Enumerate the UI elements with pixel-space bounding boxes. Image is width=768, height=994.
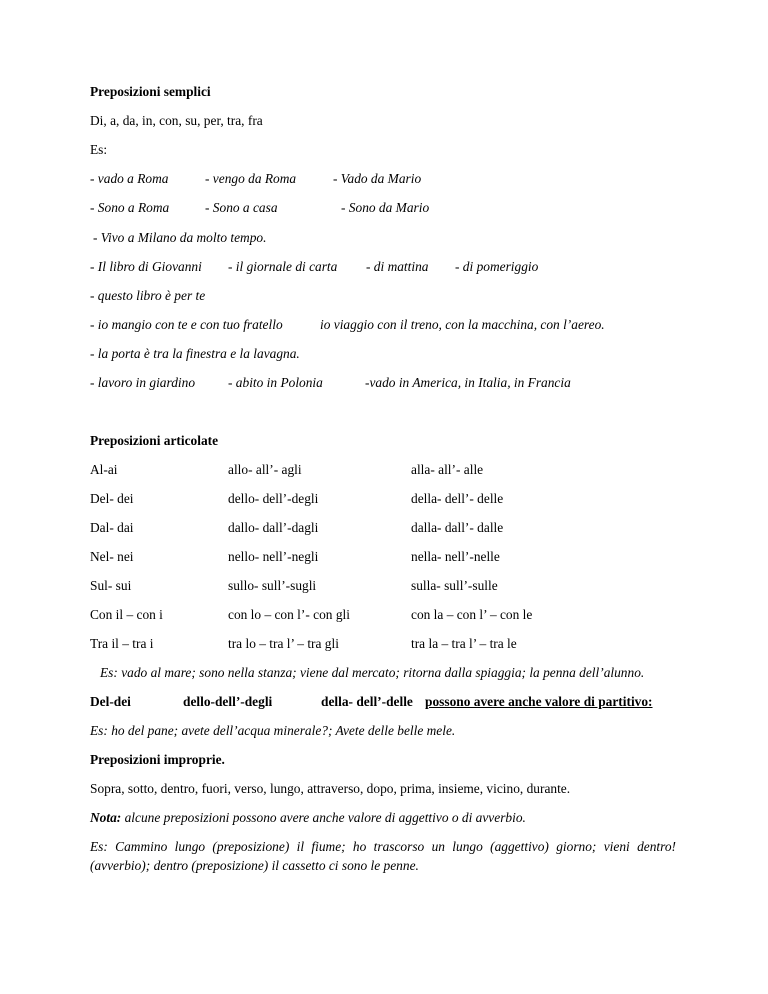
example-text: Es: ho del pane; avete dell’acqua minerale?; Avete delle belle mele. xyxy=(90,723,456,738)
nota-label: Nota: xyxy=(90,810,122,825)
example-text: - Sono a Roma xyxy=(90,200,170,215)
table-cell: della- dell’- delle xyxy=(411,491,504,506)
example-text: - abito in Polonia xyxy=(228,375,323,390)
example-text: - vengo da Roma xyxy=(205,171,297,186)
table-cell: sulla- sull’-sulle xyxy=(411,578,498,593)
table-cell: dalla- dall’- dalle xyxy=(411,520,504,535)
semplici-list: Di, a, da, in, con, su, per, tra, fra xyxy=(90,113,263,128)
table-cell: Sul- sui xyxy=(90,578,132,593)
nota-line xyxy=(90,810,526,826)
example-text: - questo libro è per te xyxy=(90,288,206,303)
partitivo-term: dello-dell’-degli xyxy=(183,694,273,709)
table-cell: dallo- dall’-dagli xyxy=(228,520,319,535)
nota-text: alcune preposizioni possono avere anche valore di aggettivo o di avverbio. xyxy=(121,810,526,825)
table-cell: tra la – tra l’ – tra le xyxy=(411,636,517,651)
table-cell: dello- dell’-degli xyxy=(228,491,319,506)
example-text: -vado in America, in Italia, in Francia xyxy=(365,375,571,390)
table-cell: Del- dei xyxy=(90,491,134,506)
example-text: - vado a Roma xyxy=(90,171,169,186)
heading-preposizioni-improprie: Preposizioni improprie. xyxy=(90,752,225,767)
table-cell: con la – con l’ – con le xyxy=(411,607,533,622)
table-cell: nello- nell’-negli xyxy=(228,549,319,564)
table-cell: Nel- nei xyxy=(90,549,134,564)
example-text: - Vado da Mario xyxy=(333,171,422,186)
example-text: - la porta è tra la finestra e la lavagna. xyxy=(90,346,300,361)
table-cell: sullo- sull’-sugli xyxy=(228,578,317,593)
heading-preposizioni-articolate: Preposizioni articolate xyxy=(90,433,219,448)
example-text: - Sono da Mario xyxy=(341,200,430,215)
table-cell: alla- all’- alle xyxy=(411,462,484,477)
example-text: Es: Cammino lungo (preposizione) il fiume; ho trascorso un lungo (aggettivo) giorno; vieni dentro! xyxy=(90,839,676,854)
table-cell: tra lo – tra l’ – tra gli xyxy=(228,636,339,651)
partitivo-note: possono avere anche valore di partitivo: xyxy=(425,694,653,709)
es-label: Es: xyxy=(90,142,108,157)
example-text: - il giornale di carta xyxy=(228,259,338,274)
example-text: (avverbio); dentro (preposizione) il cassetto ci sono le penne. xyxy=(90,858,419,873)
partitivo-term: Del-dei xyxy=(90,694,131,709)
example-text: - di pomeriggio xyxy=(455,259,539,274)
table-cell: Con il – con i xyxy=(90,607,163,622)
partitivo-term: della- dell’-delle xyxy=(321,694,413,709)
example-text: Es: vado al mare; sono nella stanza; viene dal mercato; ritorna dalla spiaggia; la penna dell’alunno. xyxy=(100,665,645,680)
table-cell: Tra il – tra i xyxy=(90,636,154,651)
example-text: - Sono a casa xyxy=(205,200,278,215)
example-text: io viaggio con il treno, con la macchina, con l’aereo. xyxy=(320,317,605,332)
improprie-list: Sopra, sotto, dentro, fuori, verso, lungo, attraverso, dopo, prima, insieme, vicino, durante. xyxy=(90,781,571,796)
example-text: - Il libro di Giovanni xyxy=(90,259,202,274)
table-cell: Dal- dai xyxy=(90,520,134,535)
table-cell: con lo – con l’- con gli xyxy=(228,607,350,622)
example-text: - io mangio con te e con tuo fratello xyxy=(90,317,283,332)
example-text: - Vivo a Milano da molto tempo. xyxy=(93,230,267,245)
example-text: - di mattina xyxy=(366,259,429,274)
table-cell: allo- all’- agli xyxy=(228,462,302,477)
table-cell: Al-ai xyxy=(90,462,118,477)
heading-preposizioni-semplici: Preposizioni semplici xyxy=(90,84,211,99)
example-text: - lavoro in giardino xyxy=(90,375,196,390)
table-cell: nella- nell’-nelle xyxy=(411,549,500,564)
